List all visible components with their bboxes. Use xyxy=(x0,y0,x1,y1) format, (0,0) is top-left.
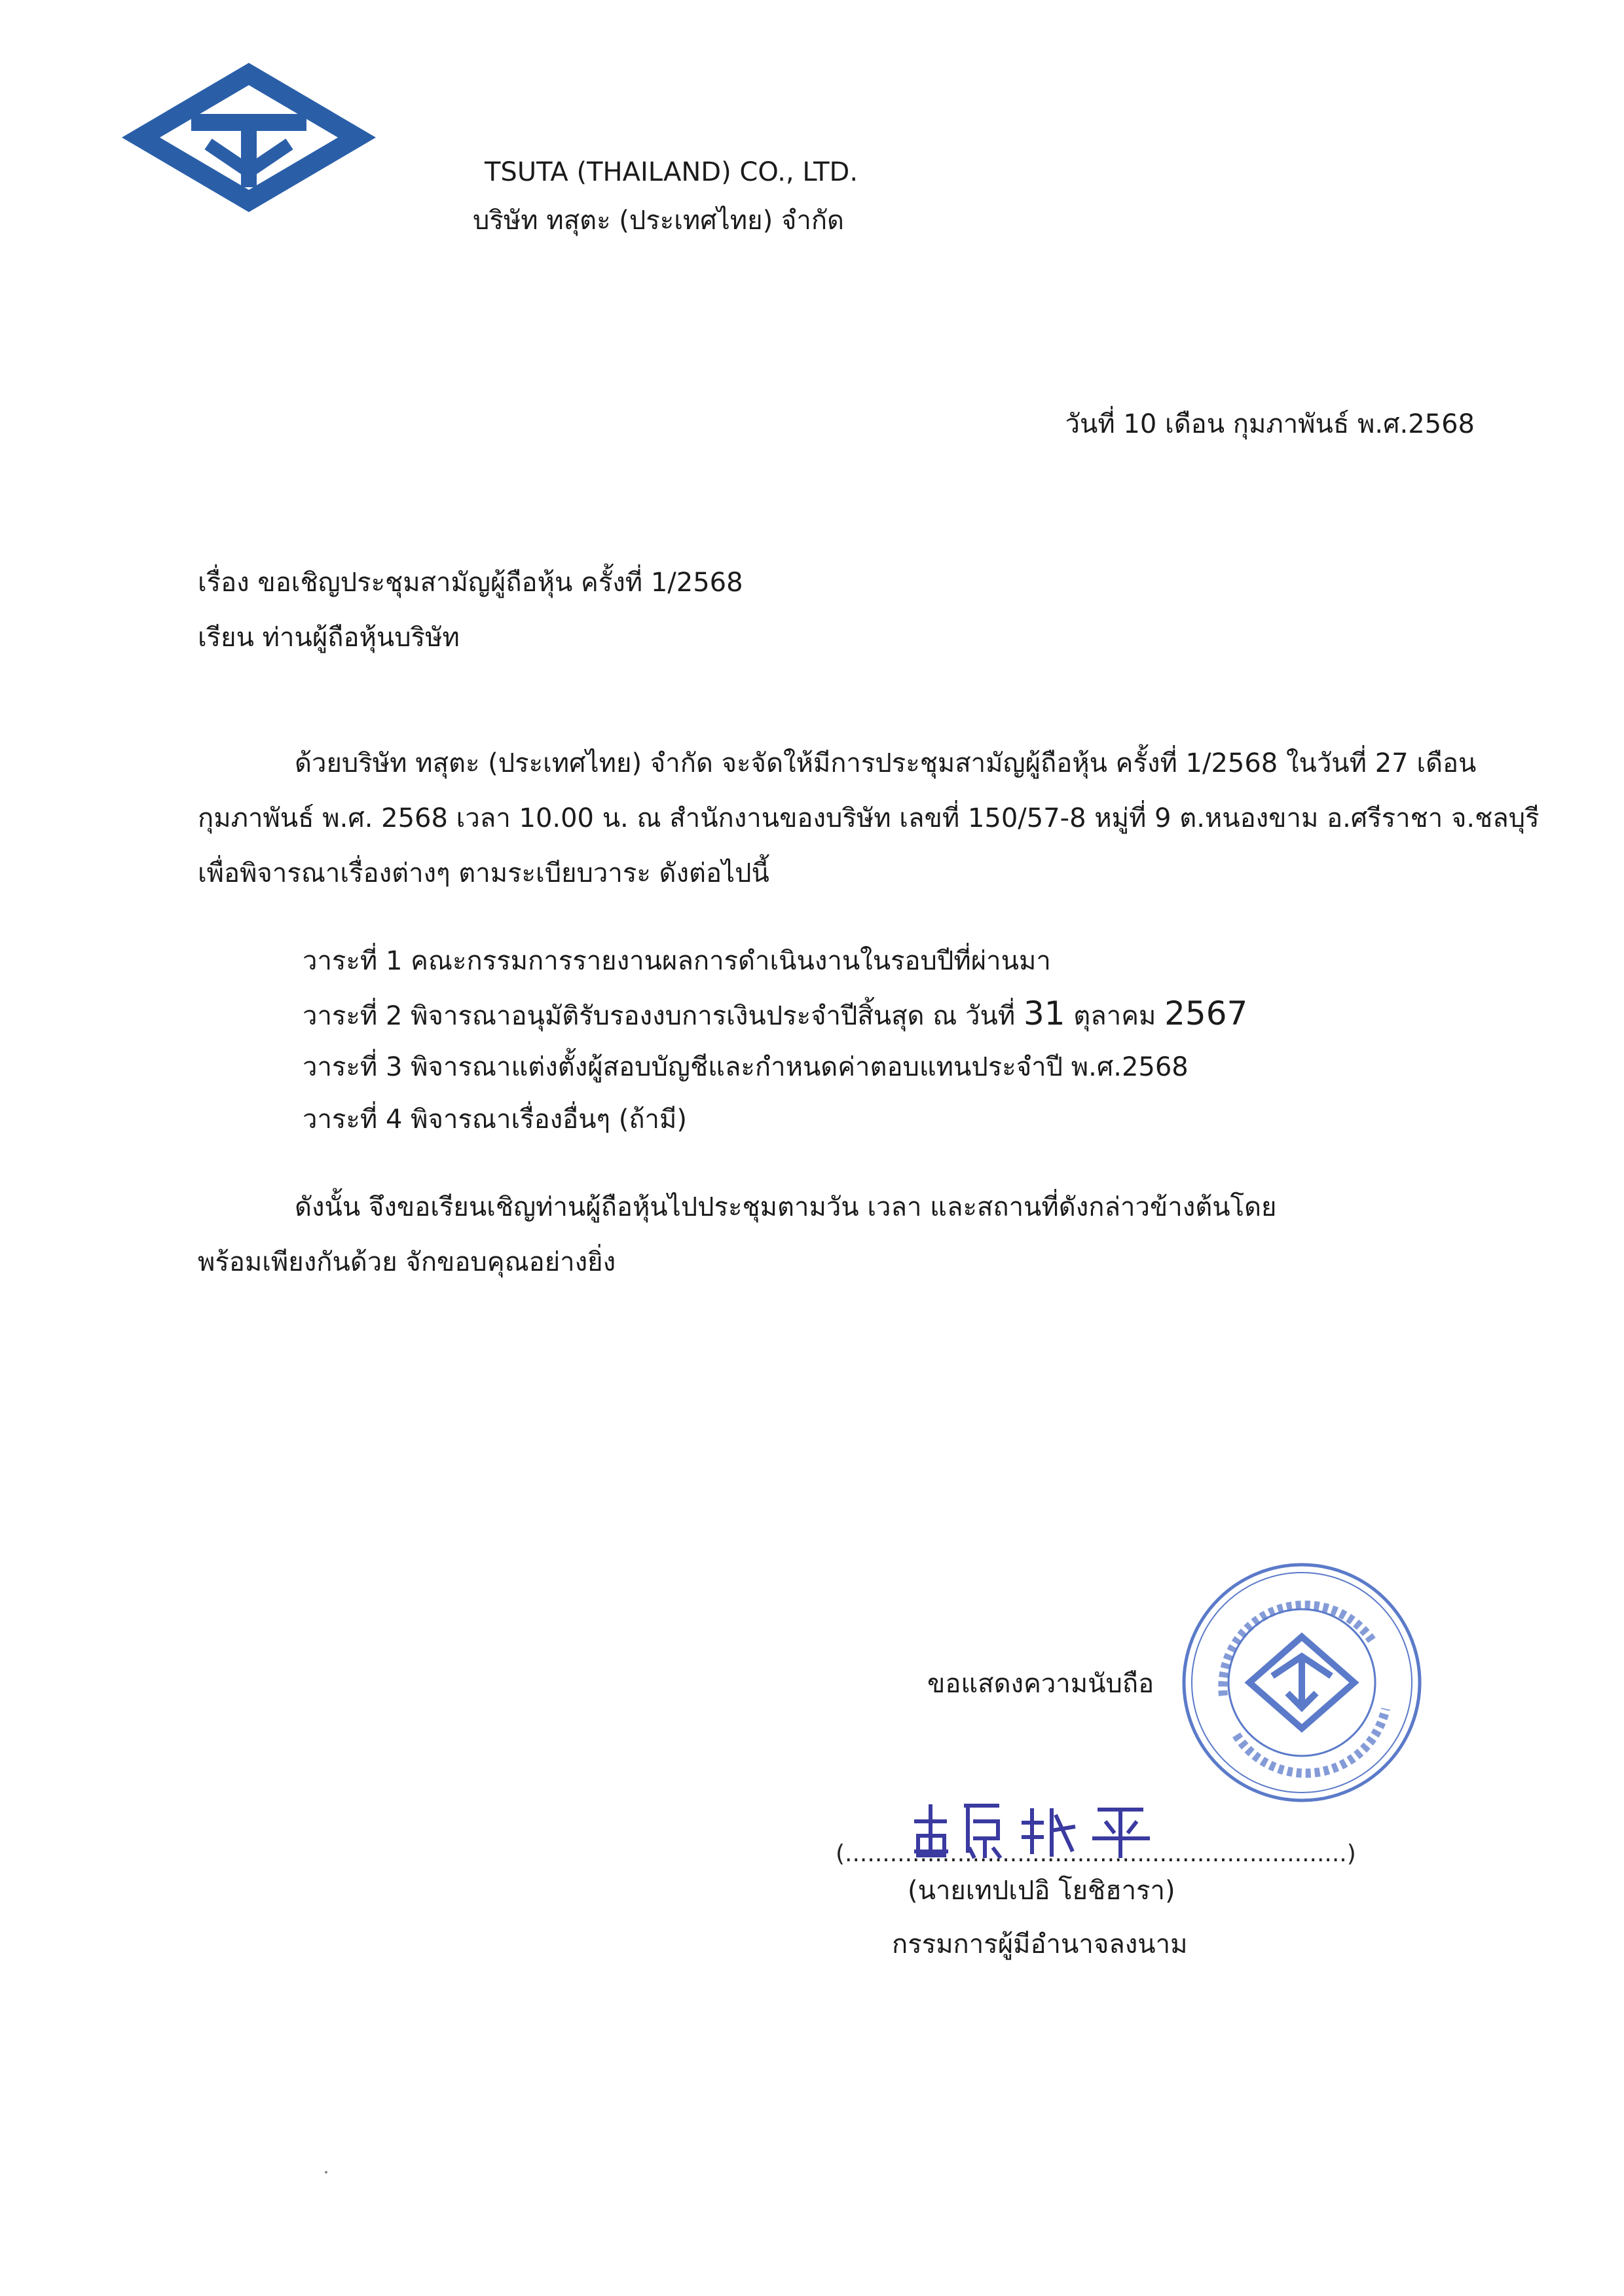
paragraph-line: เพื่อพิจารณาเรื่องต่างๆ ตามระเบียบวาระ ดังต่อไปนี้ xyxy=(198,858,769,888)
closing-line: พร้อมเพียงกันด้วย จักขอบคุณอย่างยิ่ง xyxy=(198,1247,616,1277)
agenda-item-2-month: ตุลาคม xyxy=(1073,1001,1156,1031)
agenda-item-2-day: 31 xyxy=(1023,994,1065,1032)
agenda-item-3: วาระที่ 3 พิจารณาแต่งตั้งผู้สอบบัญชีและกำหนดค่าตอบแทนประจำปี พ.ศ.2568 xyxy=(303,1052,1189,1082)
handwritten-signature-icon xyxy=(901,1795,1176,1861)
paragraph-line: กุมภาพันธ์ พ.ศ. 2568 เวลา 10.00 น. ณ สำนักงานของบริษัท เลขที่ 150/57-8 หมู่ที่ 9 ต.หนองขาม อ.ศรีราชา จ.ชลบุรี xyxy=(198,803,1540,833)
agenda-item-2-year: 2567 xyxy=(1164,994,1248,1032)
closing-line: ดังนั้น จึงขอเรียนเชิญท่านผู้ถือหุ้นไปประชุมตามวัน เวลา และสถานที่ดังกล่าวข้างต้นโดย xyxy=(295,1192,1277,1222)
company-name-th: บริษัท ทสุตะ (ประเทศไทย) จำกัด xyxy=(473,206,845,236)
agenda-item-1: วาระที่ 1 คณะกรรมการรายงานผลการดำเนินงานในรอบปีที่ผ่านมา xyxy=(303,946,1051,976)
agenda-item-2-text: วาระที่ 2 พิจารณาอนุมัติรับรองงบการเงินประจำปีสิ้นสุด ณ วันที่ xyxy=(303,1001,1016,1031)
subject-line: เรื่อง ขอเชิญประชุมสามัญผู้ถือหุ้น ครั้งที่ 1/2568 xyxy=(198,568,743,598)
company-name-en: TSUTA (THAILAND) CO., LTD. xyxy=(485,157,858,187)
company-logo-icon xyxy=(118,59,380,216)
letter-date: วันที่ 10 เดือน กุมภาพันธ์ พ.ศ.2568 xyxy=(1065,409,1475,439)
signature-line: (...................................................................) xyxy=(836,1840,1356,1867)
signer-title: กรรมการผู้มีอำนาจลงนาม xyxy=(892,1929,1188,1959)
salutation-line: เรียน ท่านผู้ถือหุ้นบริษัท xyxy=(198,623,460,653)
company-seal-icon xyxy=(1177,1558,1426,1807)
agenda-item-4: วาระที่ 4 พิจารณาเรื่องอื่นๆ (ถ้ามี) xyxy=(303,1104,687,1135)
signer-name: (นายเทปเปอิ โยชิฮารา) xyxy=(908,1876,1175,1906)
scan-speck xyxy=(325,2171,327,2174)
signature-block xyxy=(836,1795,1356,1867)
paragraph-line: ด้วยบริษัท ทสุตะ (ประเทศไทย) จำกัด จะจัดให้มีการประชุมสามัญผู้ถือหุ้น ครั้งที่ 1/2568 ในวันที่ 27 เดือน xyxy=(295,748,1477,778)
agenda-item-2 xyxy=(303,994,1247,1033)
regards-text: ขอแสดงความนับถือ xyxy=(927,1669,1154,1699)
